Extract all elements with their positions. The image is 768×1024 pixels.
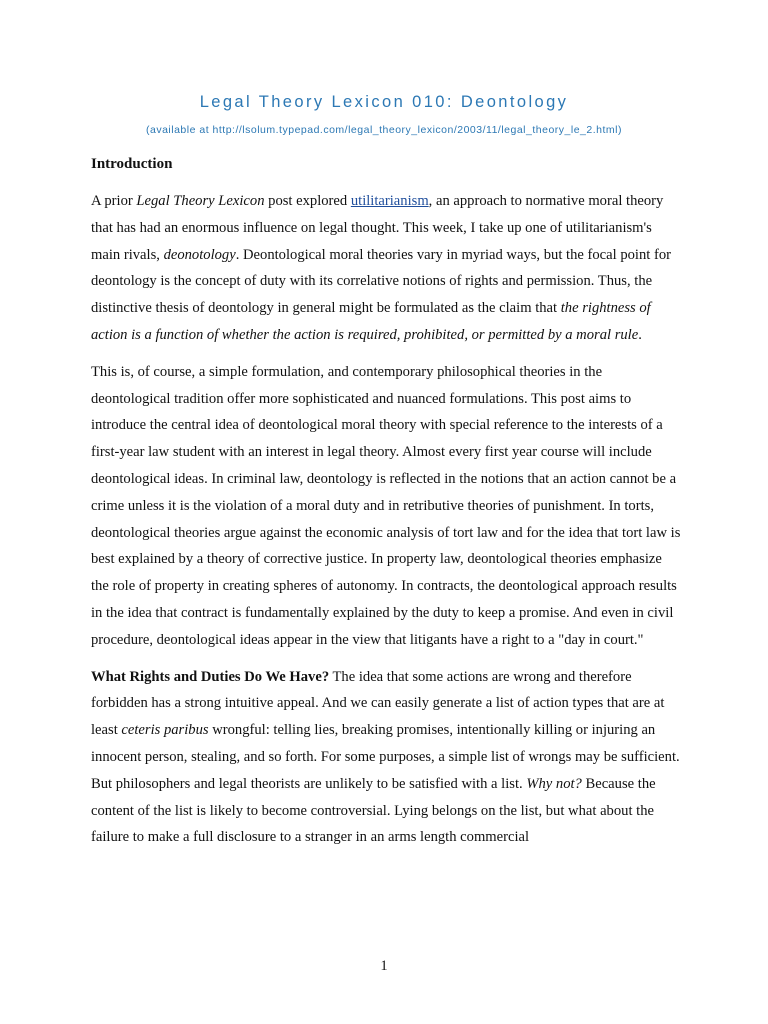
text-run: A prior [91, 193, 137, 209]
source-url-note: (available at http://lsolum.typepad.com/legal_theory_lexicon/2003/11/legal_theory_le_2.html) [146, 124, 622, 136]
utilitarianism-link[interactable]: utilitarianism [350, 193, 429, 209]
text-run: The idea that some actions are wrong and therefore forbidden has a strong intuitive appeal. And we can easily generate a list of action types that are at least [91, 668, 665, 739]
italic-text: deonotology [163, 246, 236, 263]
italic-text: Why not? [526, 775, 582, 792]
text-run: . [638, 326, 642, 343]
inline-heading-rights-duties: What Rights and Duties Do We Have? [91, 668, 330, 685]
document-body [91, 151, 681, 861]
document-title: Legal Theory Lexicon 010: Deontology [199, 93, 569, 111]
paragraph-intro-2: This is, of course, a simple formulation, and contemporary philosophical theories in the deontological tradition offer more sophisticated and nuanced formulations. This post aims to introduce the central idea of deontological moral theory with special reference to the interests of a first-year law student with an interest in legal theory. Almost every first year course will include deontological ideas. In criminal law, deontology is reflected in the notions that an action cannot be a crime unless it is the violation of a moral duty and in retributive theories of punishment. In torts, deontological theories argue against the economic analysis of tort law and for the idea that tort law is best explained by a theory of corrective justice. In property law, deontological theories emphasize the role of property in creating spheres of autonomy. In contracts, the deontological approach results in the idea that contract is fundamentally explained by the duty to keep a promise. And even in civil procedure, deontological ideas appear in the view that litigants have a right to a "day in court." [91, 363, 681, 648]
italic-text: ceteris paribus [121, 722, 209, 739]
text-run: post explored [264, 193, 351, 209]
italic-text: the rightness of action is a function of whether the action is required, prohibited, or permitted by a moral rule [91, 300, 651, 343]
text-run: . Deontological moral theories vary in myriad ways, but the focal point for deontology is the concept of duty with its correlative notions of rights and permission. Thus, the distinctive thesis of deontology in general might be formulated as the claim that [91, 246, 671, 317]
italic-text: Legal Theory Lexicon [136, 193, 265, 209]
section-heading-introduction: Introduction [91, 156, 173, 172]
paragraph-rights-duties [91, 664, 681, 852]
paragraph-intro-1 [91, 188, 681, 349]
page-number: 1 [380, 958, 388, 974]
text-run: Because the content of the list is likely to become controversial. Lying belongs on the list, but what about the failure to make a full disclosure to a stranger in an arms length commercial [91, 775, 656, 846]
text-run: wrongful: telling lies, breaking promises, intentionally killing or injuring an innocent person, stealing, and so forth. For some purposes, a simple list of wrongs may be sufficient. But philosophers and legal theorists are unlikely to be satisfied with a list. [91, 722, 680, 792]
text-run: , an approach to normative moral theory that has had an enormous influence on legal thought. This week, I take up one of utilitarianism's main rivals, [91, 193, 664, 263]
